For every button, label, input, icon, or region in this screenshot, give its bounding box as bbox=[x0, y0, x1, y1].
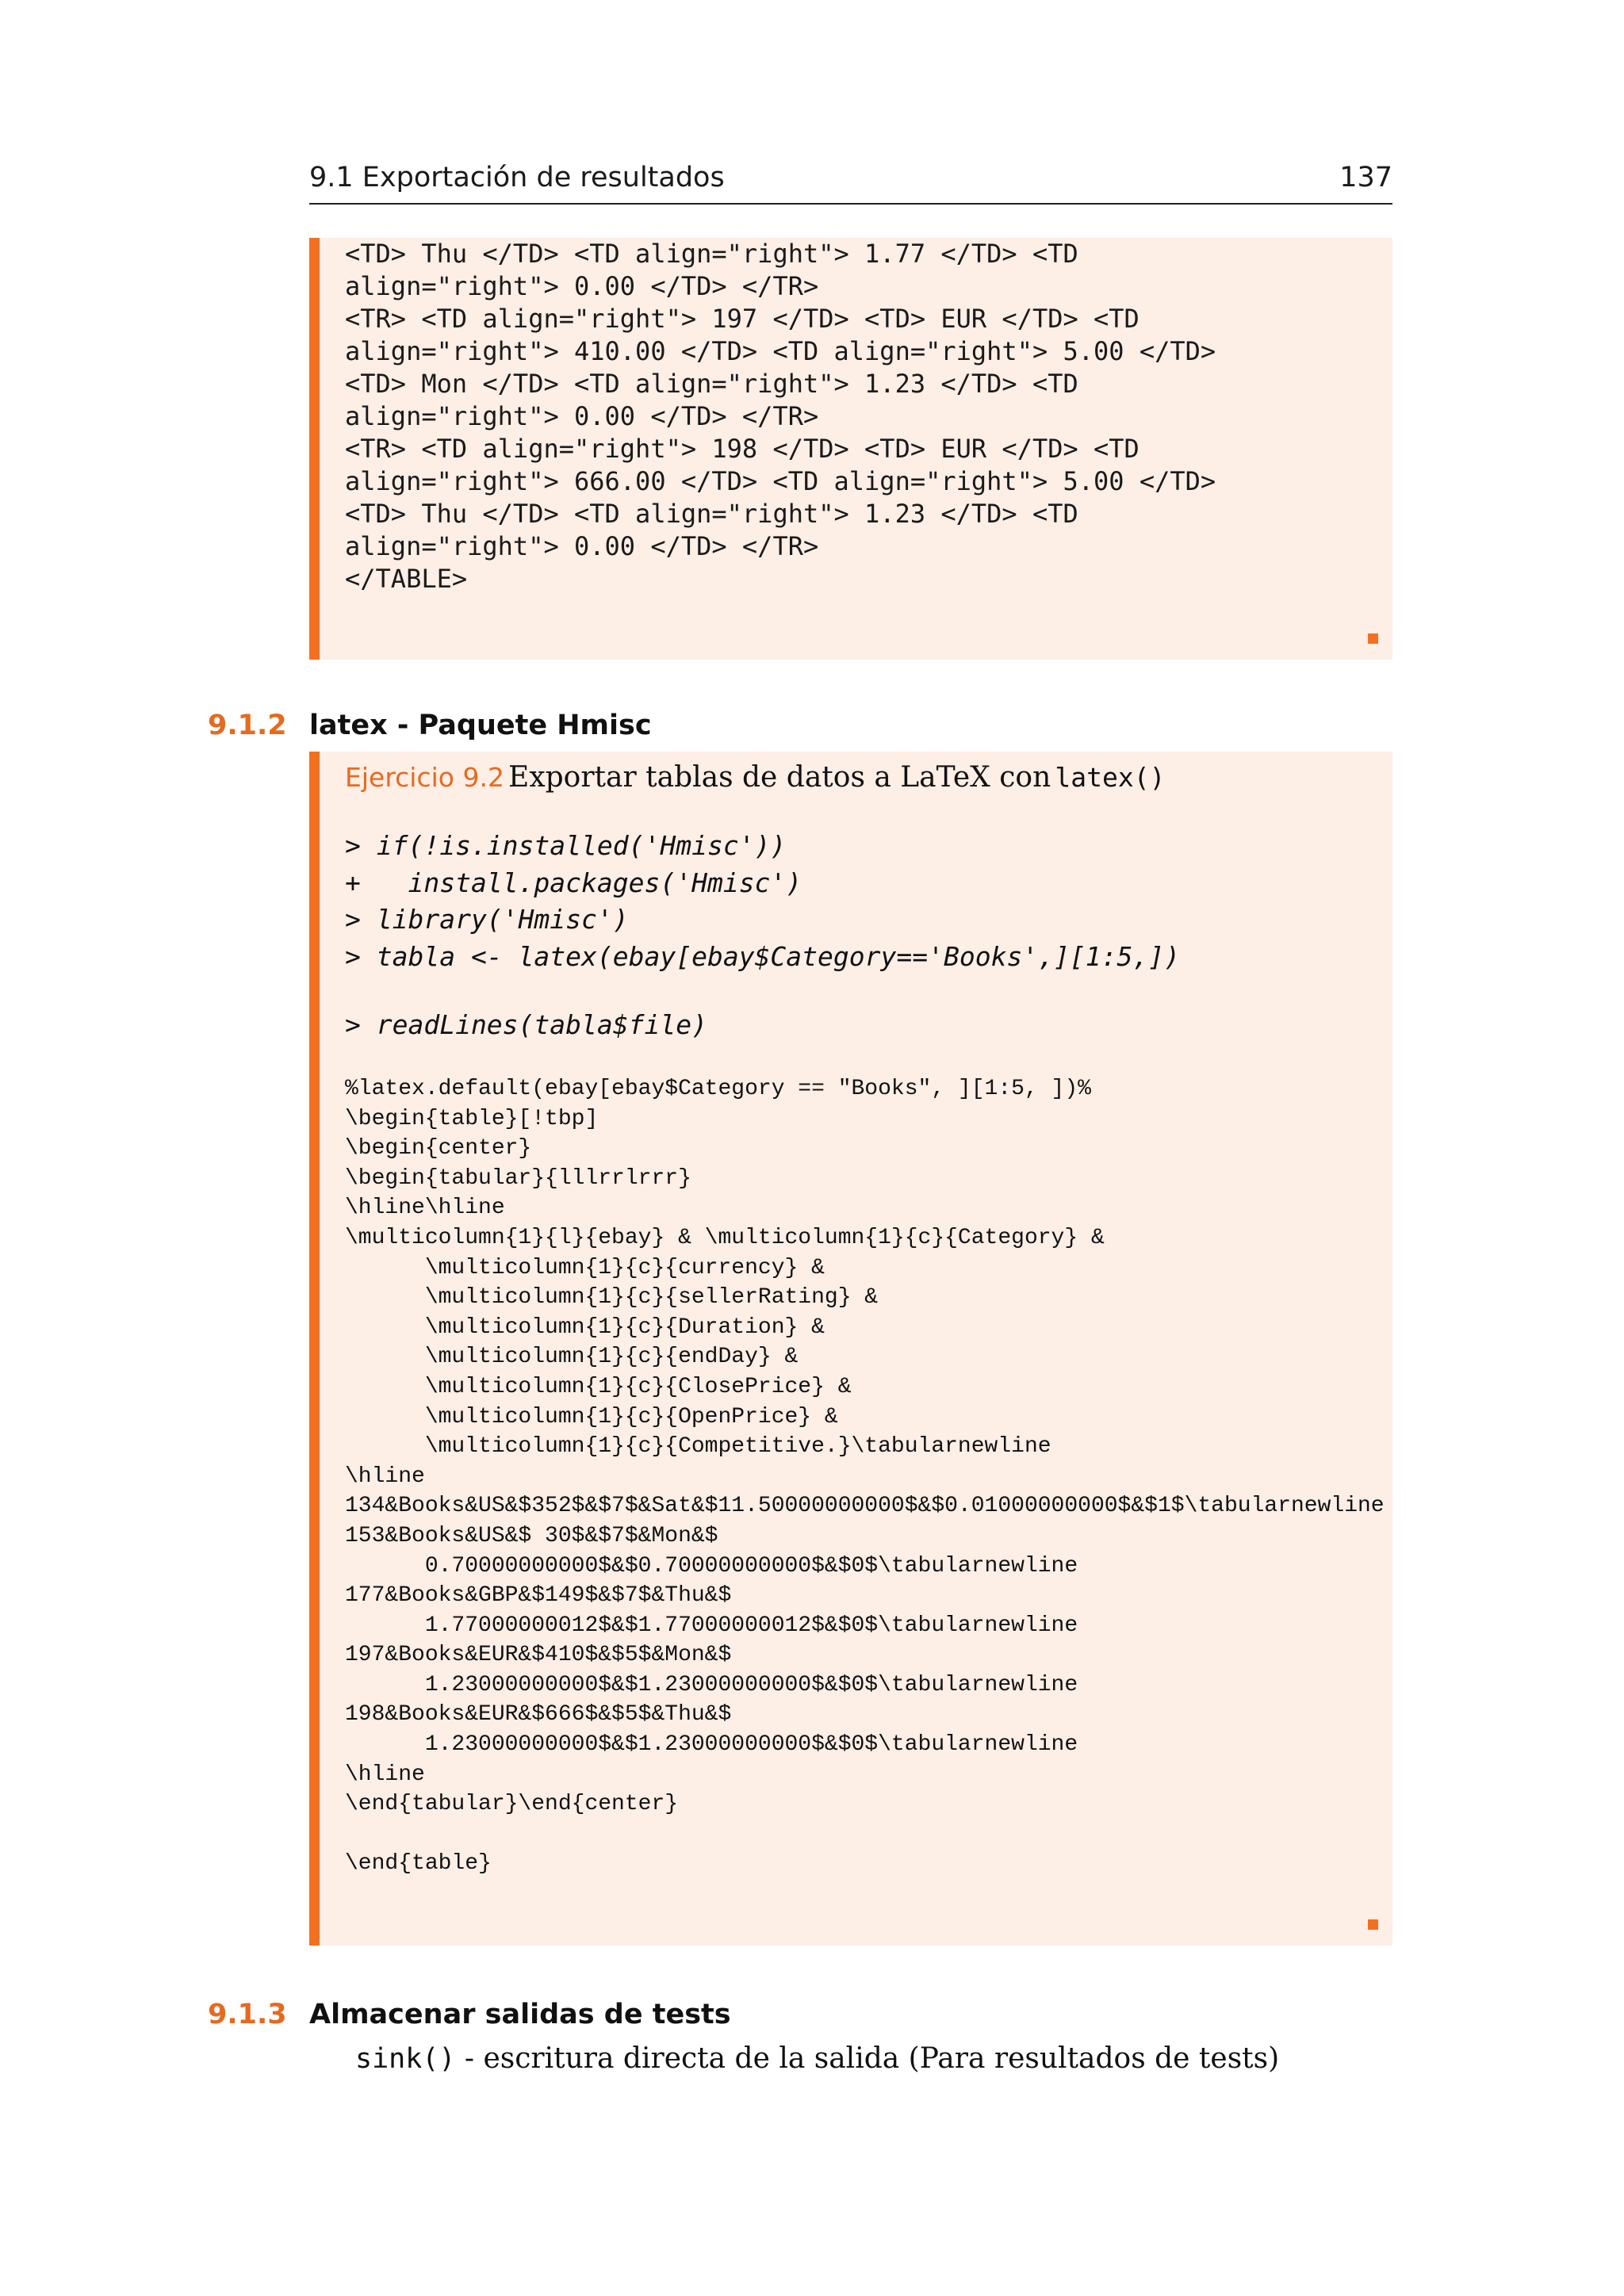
section-heading-9-1-3 bbox=[208, 1999, 1397, 2038]
section-heading-9-1-2 bbox=[208, 710, 1397, 749]
section-number: 9.1.2 bbox=[208, 710, 287, 741]
section-number: 9.1.3 bbox=[208, 1999, 287, 2030]
body-text: - escritura directa de la salida (Para resultados de tests) bbox=[455, 2042, 1280, 2075]
running-header bbox=[309, 159, 1392, 205]
r-input-readlines: > readLines(tabla$file) bbox=[345, 1009, 707, 1040]
end-of-block-mark bbox=[1368, 1919, 1378, 1930]
exercise-label: Ejercicio 9.2 bbox=[345, 762, 504, 793]
running-header-title: 9.1 Exportación de resultados bbox=[309, 162, 725, 193]
sink-function-code: sink() bbox=[355, 2043, 456, 2075]
body-paragraph bbox=[355, 2042, 1279, 2075]
end-of-block-mark bbox=[1368, 633, 1378, 644]
r-input-code: > if(!is.installed('Hmisc')) + install.packages('Hmisc') > library('Hmisc') > tabla <- latex(ebay[ebay$Category=='Books',][1:5,]) bbox=[345, 830, 1180, 972]
page-number: 137 bbox=[1339, 162, 1392, 193]
exercise-description: Exportar tablas de datos a LaTeX con bbox=[508, 761, 1051, 794]
exercise-function-code: latex() bbox=[1055, 762, 1166, 793]
section-title: latex - Paquete Hmisc bbox=[309, 710, 652, 741]
exercise-box bbox=[309, 752, 1392, 1946]
section-title: Almacenar salidas de tests bbox=[309, 1999, 731, 2030]
html-output-box bbox=[309, 238, 1392, 660]
exercise-header bbox=[345, 761, 1165, 794]
html-output-code: <TD> Thu </TD> <TD align="right"> 1.77 </TD> <TD align="right"> 0.00 </TD> </TR> <TR> <TD align="right"> 197 </TD> <TD> EUR </TD> <TD align="right"> 410.00 </TD> <TD align="right"> 5.00 </TD> <TD> Mon </TD> <TD align="right"> 1.23 </TD> <TD align="right"> 0.00 </TD> </TR> <TR> <TD align="right"> 198 </TD> <TD> EUR </TD> <TD align="right"> 666.00 </TD> <TD align="right"> 5.00 </TD> <TD> Thu </TD> <TD align="right"> 1.23 </TD> <TD align="right"> 0.00 </TD> </TR> </TABLE> bbox=[345, 239, 1216, 594]
r-output-latex: %latex.default(ebay[ebay$Category == "Books", ][1:5, ])% \begin{table}[!tbp] \begin{center} \begin{tabular}{lllrrlrrr} \hline\hline \multicolumn{1}{l}{ebay} & \multicolumn{1}{c}{Category} & \multicolumn{1}{c}{currency} & \multicolumn{1}{c}{sellerRating} & \multicolumn{1}{c}{Duration} & \multicolumn{1}{c}{endDay} & \multicolumn{1}{c}{ClosePrice} & \multicolumn{1}{c}{OpenPrice} & \multicolumn{1}{c}{Competitive.}\tabularnewline \hline 134&Books&US&$352$&$7$&Sat&$11.50000000000$&$0.01000000000$&$1$\tabularnewline 153&Books&US&$ 30$&$7$&Mon&$ 0.70000000000$&$0.70000000000$&$0$\tabularnewline 177&Books&GBP&$149$&$7$&Thu&$ 1.77000000012$&$1.77000000012$&$0$\tabularnewline 197&Books&EUR&$410$&$5$&Mon&$ 1.23000000000$&$1.23000000000$&$0$\tabularnewline 198&Books&EUR&$666$&$5$&Thu&$ 1.23000000000$&$1.23000000000$&$0$\tabularnewline \hline \end{tabular}\end{center} \end{table} bbox=[345, 1077, 1385, 1877]
